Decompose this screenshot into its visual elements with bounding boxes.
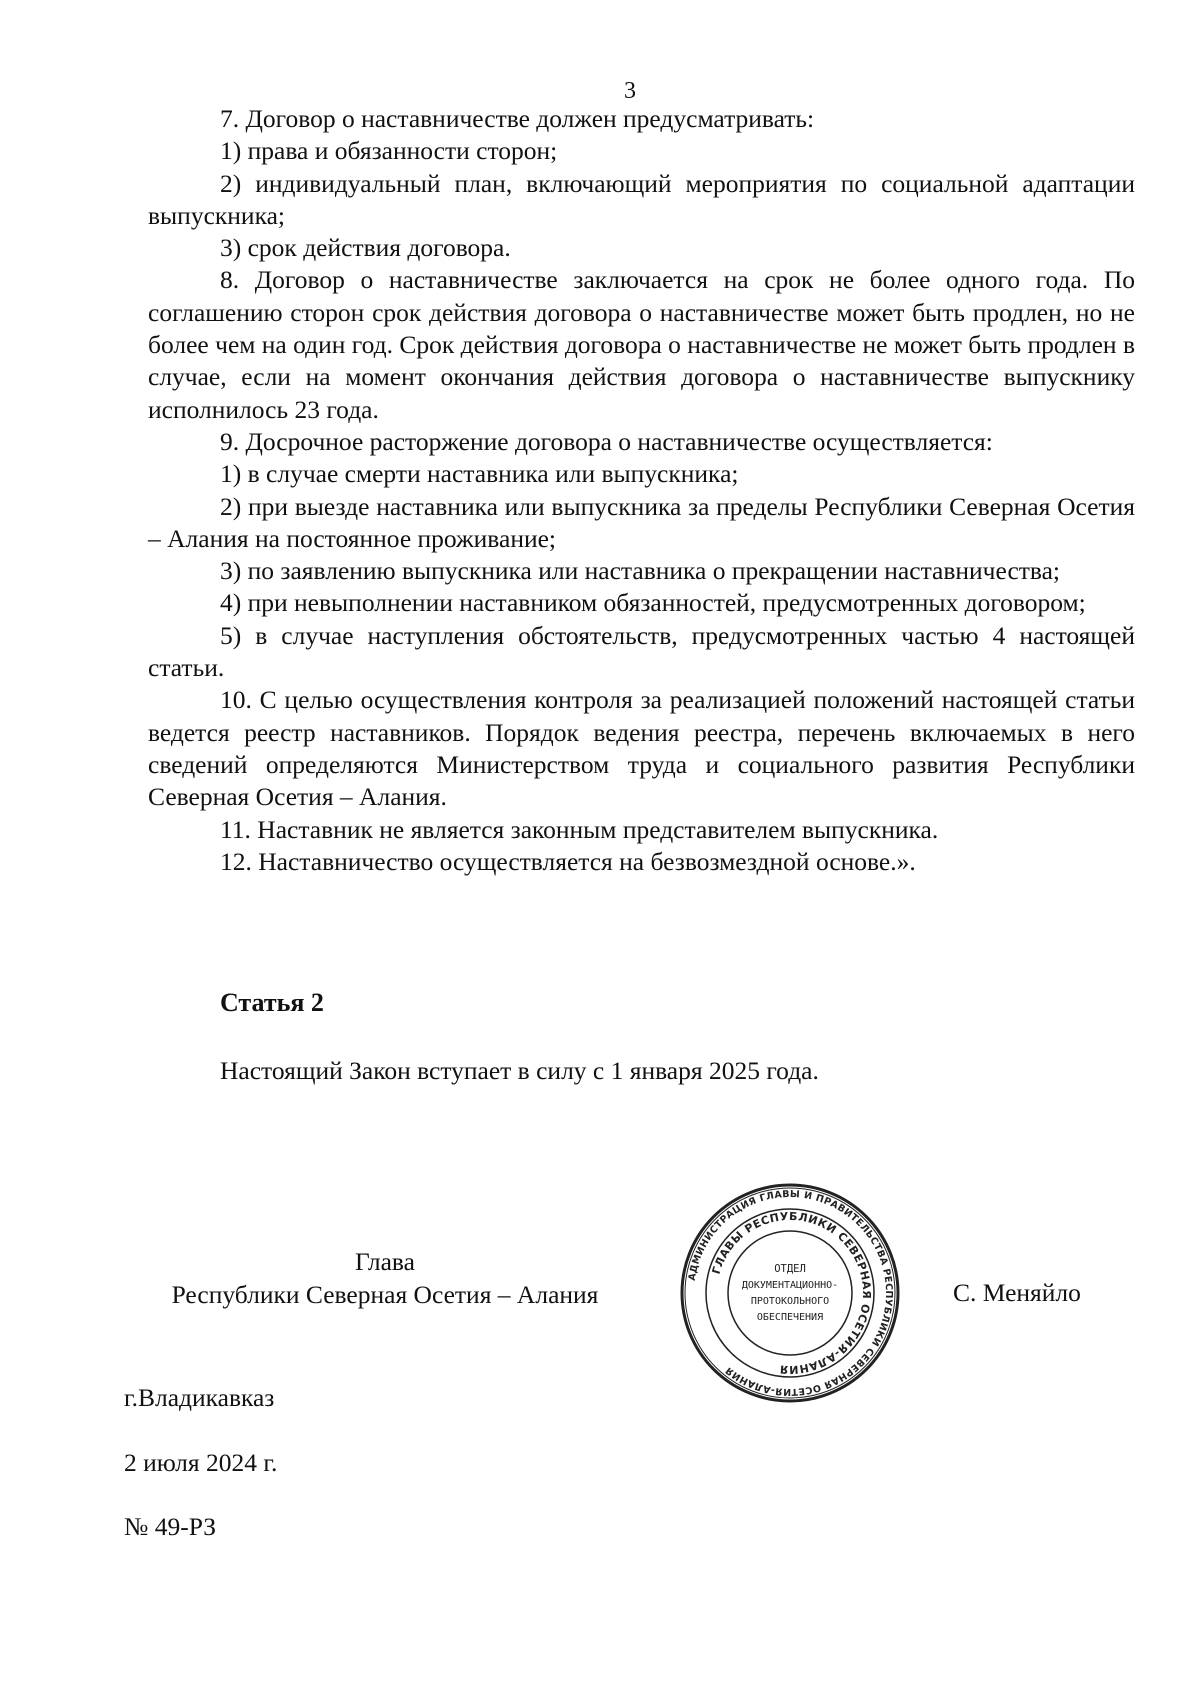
signatory-name: С. Меняйло [953, 1278, 1081, 1307]
paragraph-7: 7. Договор о наставничестве должен предусматривать: [220, 104, 815, 133]
paragraph-9-item-2: 2) при выезде наставника или выпускника за пределы Республики Северная Осетия – Алания на постоянное проживание; [148, 491, 1135, 553]
article-2-text: Настоящий Закон вступает в силу с 1 января 2025 года. [220, 1056, 819, 1085]
article-2-heading: Статья 2 [220, 988, 324, 1017]
paragraph-7-item-1: 1) права и обязанности сторон; [220, 136, 558, 166]
paragraph-9-item-4: 4) при невыполнении наставником обязанностей, предусмотренных договором; [220, 588, 1086, 618]
law-body [148, 103, 1135, 878]
signatory-title [148, 1245, 622, 1311]
svg-text:ГЛАВЫ РЕСПУБЛИКИ СЕВЕРНАЯ ОСЕТ [710, 1210, 873, 1376]
paragraph-9-item-3: 3) по заявлению выпускника или наставника о прекращении наставничества; [220, 556, 1061, 586]
paragraph-11: 11. Наставник не является законным представителем выпускника. [220, 814, 939, 844]
seal-outer-ring-text: АДМИНИСТРАЦИЯ ГЛАВЫ И ПРАВИТЕЛЬСТВА РЕСПУБЛИКИ СЕВЕРНАЯ ОСЕТИЯ-АЛАНИЯ [686, 1188, 895, 1398]
signatory-title-line-2: Республики Северная Осетия – Алания [171, 1280, 599, 1309]
paragraph-7-item-3: 3) срок действия договора. [220, 233, 511, 263]
law-number: № 49-РЗ [124, 1512, 216, 1541]
paragraph-12: 12. Наставничество осуществляется на безвозмездной основе.». [220, 846, 916, 876]
seal-center-line-3: ПРОТОКОЛЬНОГО [750, 1296, 830, 1307]
paragraph-9: 9. Досрочное расторжение договора о наставничестве осуществляется: [220, 426, 993, 456]
signing-place: г.Владикавказ [124, 1383, 275, 1412]
paragraph-7-item-2: 2) индивидуальный план, включающий мероприятия по социальной адаптации выпускника; [148, 168, 1135, 230]
seal-center-line-2: ДОКУМЕНТАЦИОННО- [741, 1280, 839, 1291]
page-number: 3 [624, 78, 636, 104]
seal-inner-ring-text: ГЛАВЫ РЕСПУБЛИКИ СЕВЕРНАЯ ОСЕТИЯ-АЛАНИЯ [709, 1209, 874, 1377]
paragraph-8: 8. Договор о наставничестве заключается на срок не более одного года. По соглашению сторон срок действия договора о наставничестве может быть продлен, но не более чем на один год. Срок действия договора о наставничестве не может быть продлен в случае, если на момент окончания действия договора о наставничестве выпускнику исполнилось 23 года. [148, 265, 1135, 424]
signatory-title-line-1: Глава [355, 1247, 415, 1276]
signing-date: 2 июля 2024 г. [124, 1448, 278, 1477]
paragraph-10: 10. С целью осуществления контроля за реализацией положений настоящей статьи ведется реестр наставников. Порядок ведения реестра, перечень включаемых в него сведений определяются Министерством труда и социального развития Республики Северная Осетия – Алания. [148, 685, 1135, 812]
paragraph-9-item-1: 1) в случае смерти наставника или выпускника; [220, 459, 739, 489]
seal-center-line-4: ОБЕСПЕЧЕНИЯ [756, 1312, 824, 1323]
official-seal [675, 1178, 905, 1408]
seal-center-line-1: ОТДЕЛ [774, 1263, 806, 1275]
paragraph-9-item-5: 5) в случае наступления обстоятельств, предусмотренных частью 4 настоящей статьи. [148, 620, 1135, 683]
